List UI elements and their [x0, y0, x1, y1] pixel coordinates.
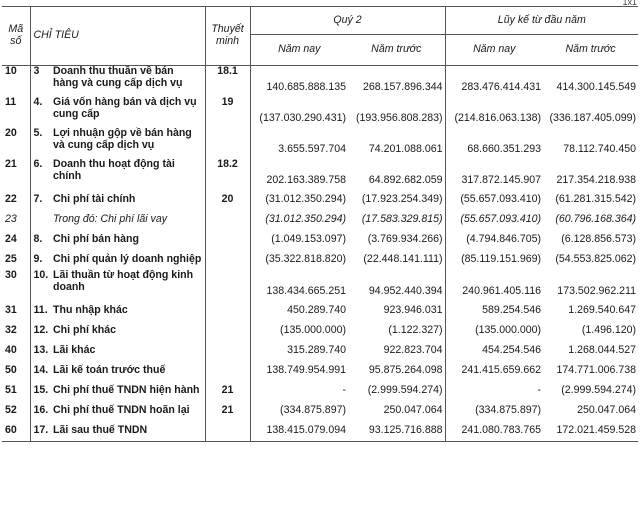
row-chi-tieu: Chi phí bán hàng: [50, 230, 205, 250]
row-q2-nam-truoc: (22.448.141.111): [348, 250, 445, 270]
row-stt: 3: [33, 65, 40, 77]
row-ma-so: 22: [2, 190, 30, 210]
col-header-quy-2: Quý 2: [250, 7, 445, 35]
row-chi-tieu: Giá vốn hàng bán và dịch vụ cung cấp: [50, 97, 205, 128]
row-q2-nam-truoc: 64.892.682.059: [348, 159, 445, 190]
row-ma-so: 30: [2, 270, 30, 301]
col-header-chi-tieu: CHỈ TIÊU: [30, 7, 205, 66]
row-stt: 14.: [33, 364, 49, 377]
row-q2-nam-nay: (135.000.000): [280, 324, 347, 337]
row-lk-nam-truoc: (2.999.594.274): [561, 384, 637, 397]
row-stt: 5.: [33, 127, 43, 139]
row-q2-nam-nay: (137.030.290.431): [259, 112, 347, 125]
row-q2-nam-nay: 315.289.740: [287, 344, 347, 357]
table-row: [2, 97, 638, 128]
row-lk-nam-nay: (334.875.897): [475, 404, 542, 417]
row-stt: 17.: [30, 421, 50, 442]
row-ma-so: 60: [2, 421, 30, 442]
row-thuyet-minh: [205, 421, 250, 442]
row-lk-nam-truoc: (61.281.315.542): [555, 193, 637, 206]
row-stt: 13.: [33, 344, 49, 357]
row-chi-tieu: Lãi khác: [50, 341, 205, 361]
row-lk-nam-nay: -: [537, 384, 542, 397]
row-chi-tieu: Lãi thuần từ hoạt động kinh doanh: [50, 270, 205, 301]
row-lk-nam-nay: 241.415.659.662: [461, 364, 542, 377]
table-row: [2, 230, 638, 250]
row-chi-tieu: Doanh thu thuần về bán hàng và cung cấp dịch vụ: [50, 66, 205, 98]
row-stt: 7.: [33, 193, 43, 206]
row-lk-nam-nay: (214.816.063.138): [454, 112, 542, 125]
row-lk-nam-nay: (85.119.151.969): [461, 253, 542, 266]
row-ma-so: 11: [2, 97, 30, 128]
row-ma-so: 23: [2, 210, 30, 230]
row-chi-tieu: Thu nhập khác: [50, 301, 205, 321]
row-stt: [30, 210, 50, 230]
row-lk-nam-truoc: 174.771.006.738: [556, 364, 637, 377]
row-thuyet-minh: 21: [205, 381, 250, 401]
row-stt: 4.: [33, 96, 43, 108]
row-q2-nam-nay: 138.415.079.094: [250, 421, 348, 442]
page-corner-mark: 1x1: [622, 0, 637, 7]
row-lk-nam-truoc: 414.300.145.549: [556, 81, 637, 94]
row-thuyet-minh: 19: [205, 97, 250, 128]
row-ma-so: 24: [2, 230, 30, 250]
row-lk-nam-truoc: 172.021.459.528: [543, 421, 638, 442]
row-q2-nam-truoc: (3.769.934.266): [348, 230, 445, 250]
row-stt: 9.: [33, 253, 43, 266]
row-lk-nam-nay: 68.660.351.293: [467, 143, 542, 156]
row-thuyet-minh: 20: [205, 190, 250, 210]
row-ma-so: 32: [2, 321, 30, 341]
row-q2-nam-truoc: 93.125.716.888: [348, 421, 445, 442]
row-thuyet-minh: [205, 301, 250, 321]
row-lk-nam-truoc: 217.354.218.938: [556, 174, 637, 187]
row-chi-tieu: Chi phí quản lý doanh nghiệp: [50, 250, 205, 270]
row-chi-tieu: Chi phí khác: [50, 321, 205, 341]
row-lk-nam-nay: 317.872.145.907: [461, 174, 542, 187]
table-row: [2, 190, 638, 210]
row-stt: 15.: [33, 384, 49, 397]
row-q2-nam-nay: (35.322.818.820): [265, 253, 347, 266]
row-lk-nam-truoc: (1.496.120): [581, 324, 637, 337]
col-header-q2-nam-nay: Năm nay: [250, 35, 348, 66]
row-thuyet-minh: [205, 250, 250, 270]
row-ma-so: 25: [2, 250, 30, 270]
col-header-lk-nam-nay: Năm nay: [445, 35, 543, 66]
row-q2-nam-truoc: (17.923.254.349): [348, 190, 445, 210]
row-lk-nam-nay: 589.254.546: [482, 304, 542, 317]
row-q2-nam-nay: 450.289.740: [287, 304, 347, 317]
row-q2-nam-truoc: 922.823.704: [348, 341, 445, 361]
row-lk-nam-truoc: 78.112.740.450: [563, 143, 637, 156]
row-chi-tieu: Chi phí thuế TNDN hiện hành: [50, 381, 205, 401]
table-row: [2, 301, 638, 321]
row-lk-nam-truoc: 1.269.540.647: [568, 304, 637, 317]
row-thuyet-minh: [205, 210, 250, 230]
col-header-ma-so: Mã số: [2, 7, 30, 66]
row-ma-so: 20: [2, 128, 30, 159]
row-q2-nam-truoc: 268.157.896.344: [348, 66, 445, 98]
row-ma-so: 52: [2, 401, 30, 421]
col-header-lk-nam-truoc: Năm trước: [543, 35, 638, 66]
row-q2-nam-truoc: (193.956.808.283): [348, 97, 445, 128]
row-q2-nam-nay: 140.685.888.135: [266, 81, 347, 94]
table-row: [2, 128, 638, 159]
table-row: [2, 341, 638, 361]
row-q2-nam-truoc: (1.122.327): [348, 321, 445, 341]
row-stt: 11.: [33, 304, 48, 317]
row-thuyet-minh: 21: [205, 401, 250, 421]
row-stt: 16.: [33, 404, 49, 417]
row-chi-tieu: Lợi nhuận gộp về bán hàng và cung cấp dịch vụ: [50, 128, 205, 159]
row-thuyet-minh: [205, 341, 250, 361]
table-row: [2, 421, 638, 442]
row-ma-so: 31: [2, 301, 30, 321]
table-row: [2, 270, 638, 301]
row-lk-nam-nay: (135.000.000): [475, 324, 542, 337]
row-lk-nam-truoc: 250.047.064: [577, 404, 637, 417]
row-chi-tieu: Chi phí thuế TNDN hoãn lại: [50, 401, 205, 421]
row-thuyet-minh: [205, 230, 250, 250]
row-q2-nam-nay: 138.749.954.991: [266, 364, 347, 377]
row-q2-nam-truoc: (2.999.594.274): [348, 381, 445, 401]
row-lk-nam-truoc: 1.268.044.527: [568, 344, 637, 357]
row-q2-nam-nay: (31.012.350.294): [265, 193, 347, 206]
row-lk-nam-nay: 241.080.783.765: [445, 421, 543, 442]
col-header-luy-ke: Lũy kế từ đầu năm: [445, 7, 638, 35]
row-lk-nam-nay: (55.657.093.410): [460, 213, 542, 226]
row-lk-nam-nay: (4.794.846.705): [466, 233, 542, 246]
row-thuyet-minh: [205, 361, 250, 381]
income-statement-table: [2, 6, 638, 442]
table-row: [2, 381, 638, 401]
row-chi-tieu: Chi phí tài chính: [50, 190, 205, 210]
row-lk-nam-truoc: (6.128.856.573): [561, 233, 637, 246]
row-chi-tieu: Lãi sau thuế TNDN: [50, 421, 205, 442]
row-stt: 6.: [33, 158, 43, 170]
table-row: [2, 66, 638, 98]
row-ma-so: 50: [2, 361, 30, 381]
row-ma-so: 21: [2, 159, 30, 190]
row-q2-nam-nay: (1.049.153.097): [271, 233, 347, 246]
table-row: [2, 401, 638, 421]
row-q2-nam-truoc: (17.583.329.815): [348, 210, 445, 230]
row-q2-nam-truoc: 923.946.031: [348, 301, 445, 321]
row-q2-nam-nay: (334.875.897): [280, 404, 347, 417]
row-chi-tieu: Doanh thu hoạt động tài chính: [50, 159, 205, 190]
row-lk-nam-truoc: 173.502.962.211: [557, 285, 637, 298]
row-q2-nam-truoc: 74.201.088.061: [348, 128, 445, 159]
row-thuyet-minh: [205, 321, 250, 341]
table-row: [2, 321, 638, 341]
row-q2-nam-truoc: 94.952.440.394: [348, 270, 445, 301]
row-thuyet-minh: [205, 128, 250, 159]
table-row: [2, 210, 638, 230]
row-lk-nam-nay: 240.961.405.116: [462, 285, 542, 298]
row-lk-nam-nay: 283.476.414.431: [461, 81, 542, 94]
row-chi-tieu: Lãi kế toán trước thuế: [50, 361, 205, 381]
row-ma-so: 40: [2, 341, 30, 361]
row-ma-so: 51: [2, 381, 30, 401]
row-thuyet-minh: 18.2: [205, 159, 250, 190]
table-row: [2, 250, 638, 270]
row-q2-nam-truoc: 250.047.064: [348, 401, 445, 421]
row-lk-nam-truoc: (54.553.825.062): [555, 253, 637, 266]
col-header-thuyet-minh: Thuyết minh: [205, 7, 250, 66]
row-q2-nam-nay: (31.012.350.294): [265, 213, 347, 226]
row-thuyet-minh: [205, 270, 250, 301]
row-ma-so: 10: [2, 66, 30, 98]
row-q2-nam-nay: 202.163.389.758: [266, 174, 347, 187]
row-stt: 12.: [33, 324, 49, 337]
row-lk-nam-truoc: (336.187.405.099): [549, 112, 637, 125]
row-q2-nam-truoc: 95.875.264.098: [348, 361, 445, 381]
row-q2-nam-nay: -: [342, 384, 347, 397]
row-stt: 8.: [33, 233, 43, 246]
row-lk-nam-nay: (55.657.093.410): [460, 193, 542, 206]
row-lk-nam-truoc: (60.796.168.364): [555, 213, 637, 226]
row-q2-nam-nay: 138.434.665.251: [266, 285, 347, 298]
table-row: [2, 361, 638, 381]
row-chi-tieu: Trong đó: Chi phí lãi vay: [50, 210, 205, 230]
row-stt: 10.: [33, 269, 49, 281]
row-lk-nam-nay: 454.254.546: [482, 344, 542, 357]
row-thuyet-minh: 18.1: [205, 66, 250, 98]
row-q2-nam-nay: 3.655.597.704: [278, 143, 347, 156]
col-header-q2-nam-truoc: Năm trước: [348, 35, 445, 66]
table-row: [2, 159, 638, 190]
